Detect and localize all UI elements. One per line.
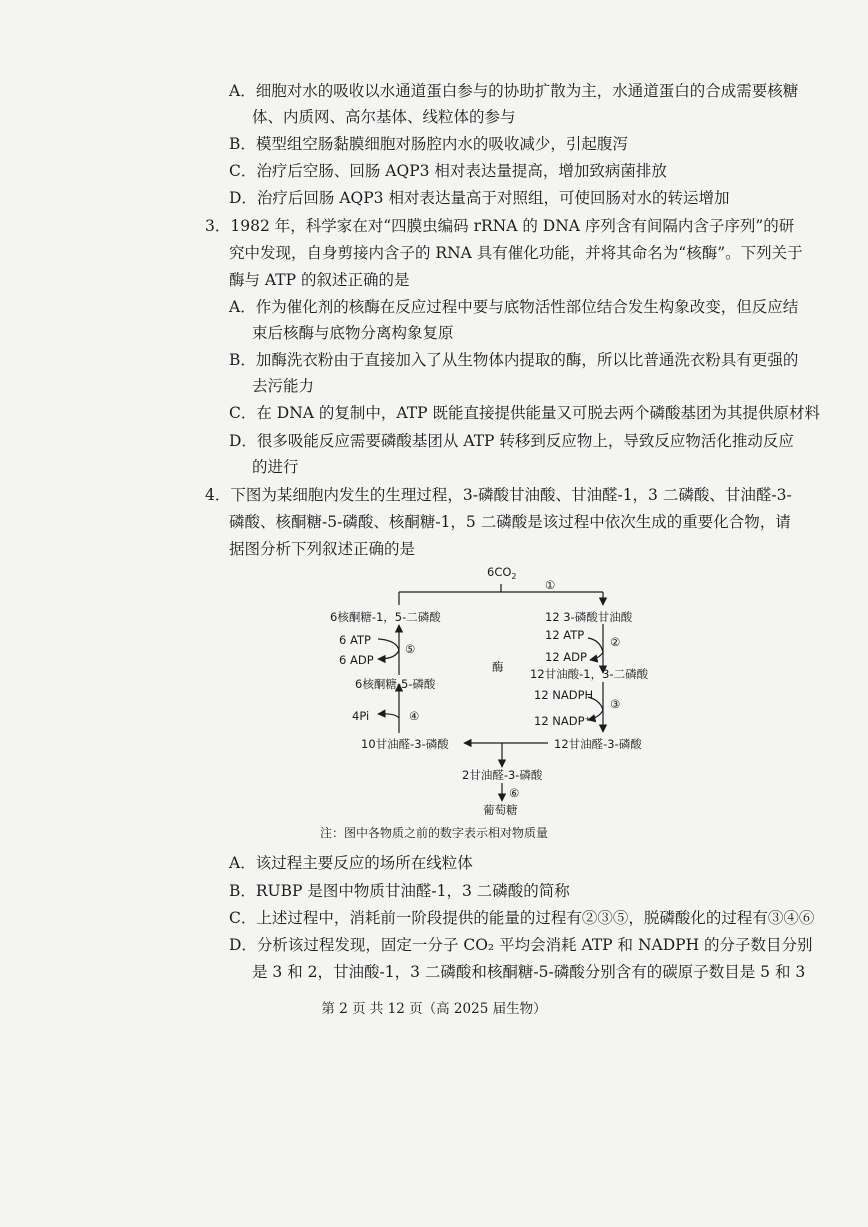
ru5p-label: 6核酮糖-5-磷酸 bbox=[355, 677, 436, 691]
step-4-marker: ④ bbox=[409, 709, 420, 723]
calvin-cycle-diagram bbox=[0, 560, 868, 820]
step-6-marker: ⑥ bbox=[509, 786, 520, 800]
enzyme-label: 酶 bbox=[492, 660, 504, 674]
atp12-label: 12 ATP bbox=[545, 628, 585, 642]
co2-label: $6CO_2$ bbox=[487, 565, 517, 581]
nadph-label: 12 NADPH bbox=[534, 688, 594, 702]
atp6-in-curve bbox=[378, 639, 399, 650]
adp6-out-curve bbox=[378, 650, 399, 659]
q2-option-d: D．治疗后回肠 AQP3 相对表达量高于对照组，可使回肠对水的转运增加 bbox=[229, 189, 730, 207]
q2-option-a-line2: 体、内质网、高尔基体、线粒体的参与 bbox=[252, 108, 516, 126]
pi-out-curve bbox=[378, 714, 399, 718]
step-3-marker: ③ bbox=[610, 697, 621, 711]
adp12-label: 12 ADP bbox=[545, 650, 587, 664]
rubp-label: 6核酮糖-1，5-二磷酸 bbox=[330, 610, 441, 624]
page-footer: 第 2 页 共 12 页（高 2025 届生物） bbox=[321, 1001, 547, 1017]
q3-option-b-line2: 去污能力 bbox=[252, 377, 315, 395]
q4-option-c: C．上述过程中，消耗前一阶段提供的能量的过程有②③⑤，脱磷酸化的过程有③④⑥ bbox=[229, 909, 815, 927]
atp-in-curve bbox=[588, 638, 603, 652]
step-5-marker: ⑤ bbox=[405, 642, 416, 656]
diagram-note: 注：图中各物质之前的数字表示相对物质量 bbox=[319, 826, 548, 840]
q3-stem-line3: 酶与 ATP 的叙述正确的是 bbox=[229, 271, 410, 289]
q3-stem-line2: 究中发现，自身剪接内含子的 RNA 具有催化功能，并将其命名为“核酶”。下列关于 bbox=[229, 244, 803, 262]
q2-option-c: C．治疗后空肠、回肠 AQP3 相对表达量提高，增加致病菌排放 bbox=[229, 162, 667, 180]
pi-label: 4Pi bbox=[352, 709, 370, 723]
g3p2-label: 2甘油醛-3-磷酸 bbox=[462, 768, 543, 782]
q3-option-a-line2: 束后核酶与底物分离构象复原 bbox=[252, 324, 454, 342]
q3-option-b-line1: B．加酶洗衣粉由于直接加入了从生物体内提取的酶，所以比普通洗衣粉具有更强的 bbox=[229, 351, 799, 369]
q4-stem-line1: 4．下图为某细胞内发生的生理过程，3-磷酸甘油酸、甘油醛-1，3 二磷酸、甘油醛-3- bbox=[205, 486, 792, 504]
q3-stem-line1: 3．1982 年，科学家在对“四膜虫编码 rRNA 的 DNA 序列含有间隔内含子序列”的研 bbox=[205, 217, 795, 235]
q4-option-d-line1: D．分析该过程发现，固定一分子 CO₂ 平均会消耗 ATP 和 NADPH 的分子数目分别 bbox=[229, 936, 813, 954]
q4-option-b: B．RUBP 是图中物质甘油醛-1，3 二磷酸的简称 bbox=[229, 882, 570, 900]
q2-option-a-line1: A．细胞对水的吸收以水通道蛋白参与的协助扩散为主，水通道蛋白的合成需要核糖 bbox=[229, 82, 799, 100]
atp6-label: 6 ATP bbox=[339, 633, 371, 647]
q4-option-d-line2: 是 3 和 2，甘油酸-1，3 二磷酸和核酮糖-5-磷酸分别含有的碳原子数目是 5 和 3 bbox=[252, 963, 806, 981]
q4-option-a: A．该过程主要反应的场所在线粒体 bbox=[229, 854, 473, 872]
q3-option-d-line2: 的进行 bbox=[252, 458, 299, 476]
step-1-marker: ① bbox=[545, 578, 556, 592]
q3-option-a-line1: A．作为催化剂的核酶在反应过程中要与底物活性部位结合发生构象改变，但反应结 bbox=[229, 298, 799, 316]
adp6-label: 6 ADP bbox=[339, 653, 374, 667]
q4-stem-line2: 磷酸、核酮糖-5-磷酸、核酮糖-1，5 二磷酸是该过程中依次生成的重要化合物，请 bbox=[229, 513, 791, 531]
step-2-marker: ② bbox=[610, 635, 621, 649]
nadp-label: 12 NADP⁺ bbox=[534, 714, 591, 728]
g3p12-label: 12甘油醛-3-磷酸 bbox=[554, 737, 642, 751]
bpg-label: 12甘油酸-1，3-二磷酸 bbox=[530, 667, 649, 681]
pga-label: 12 3-磷酸甘油酸 bbox=[545, 610, 633, 624]
q4-stem-line3: 据图分析下列叙述正确的是 bbox=[229, 540, 416, 558]
q3-option-c: C．在 DNA 的复制中，ATP 既能直接提供能量又可脱去两个磷酸基团为其提供原材料 bbox=[229, 404, 820, 422]
g3p10-label: 10甘油醛-3-磷酸 bbox=[361, 737, 449, 751]
adp-out-curve bbox=[590, 652, 603, 660]
q3-option-d-line1: D．很多吸能反应需要磷酸基团从 ATP 转移到反应物上，导致反应物活化推动反应 bbox=[229, 432, 794, 450]
q2-option-b: B．模型组空肠黏膜细胞对肠腔内水的吸收减少，引起腹泻 bbox=[229, 135, 628, 153]
glucose-label: 葡萄糖 bbox=[483, 803, 518, 817]
